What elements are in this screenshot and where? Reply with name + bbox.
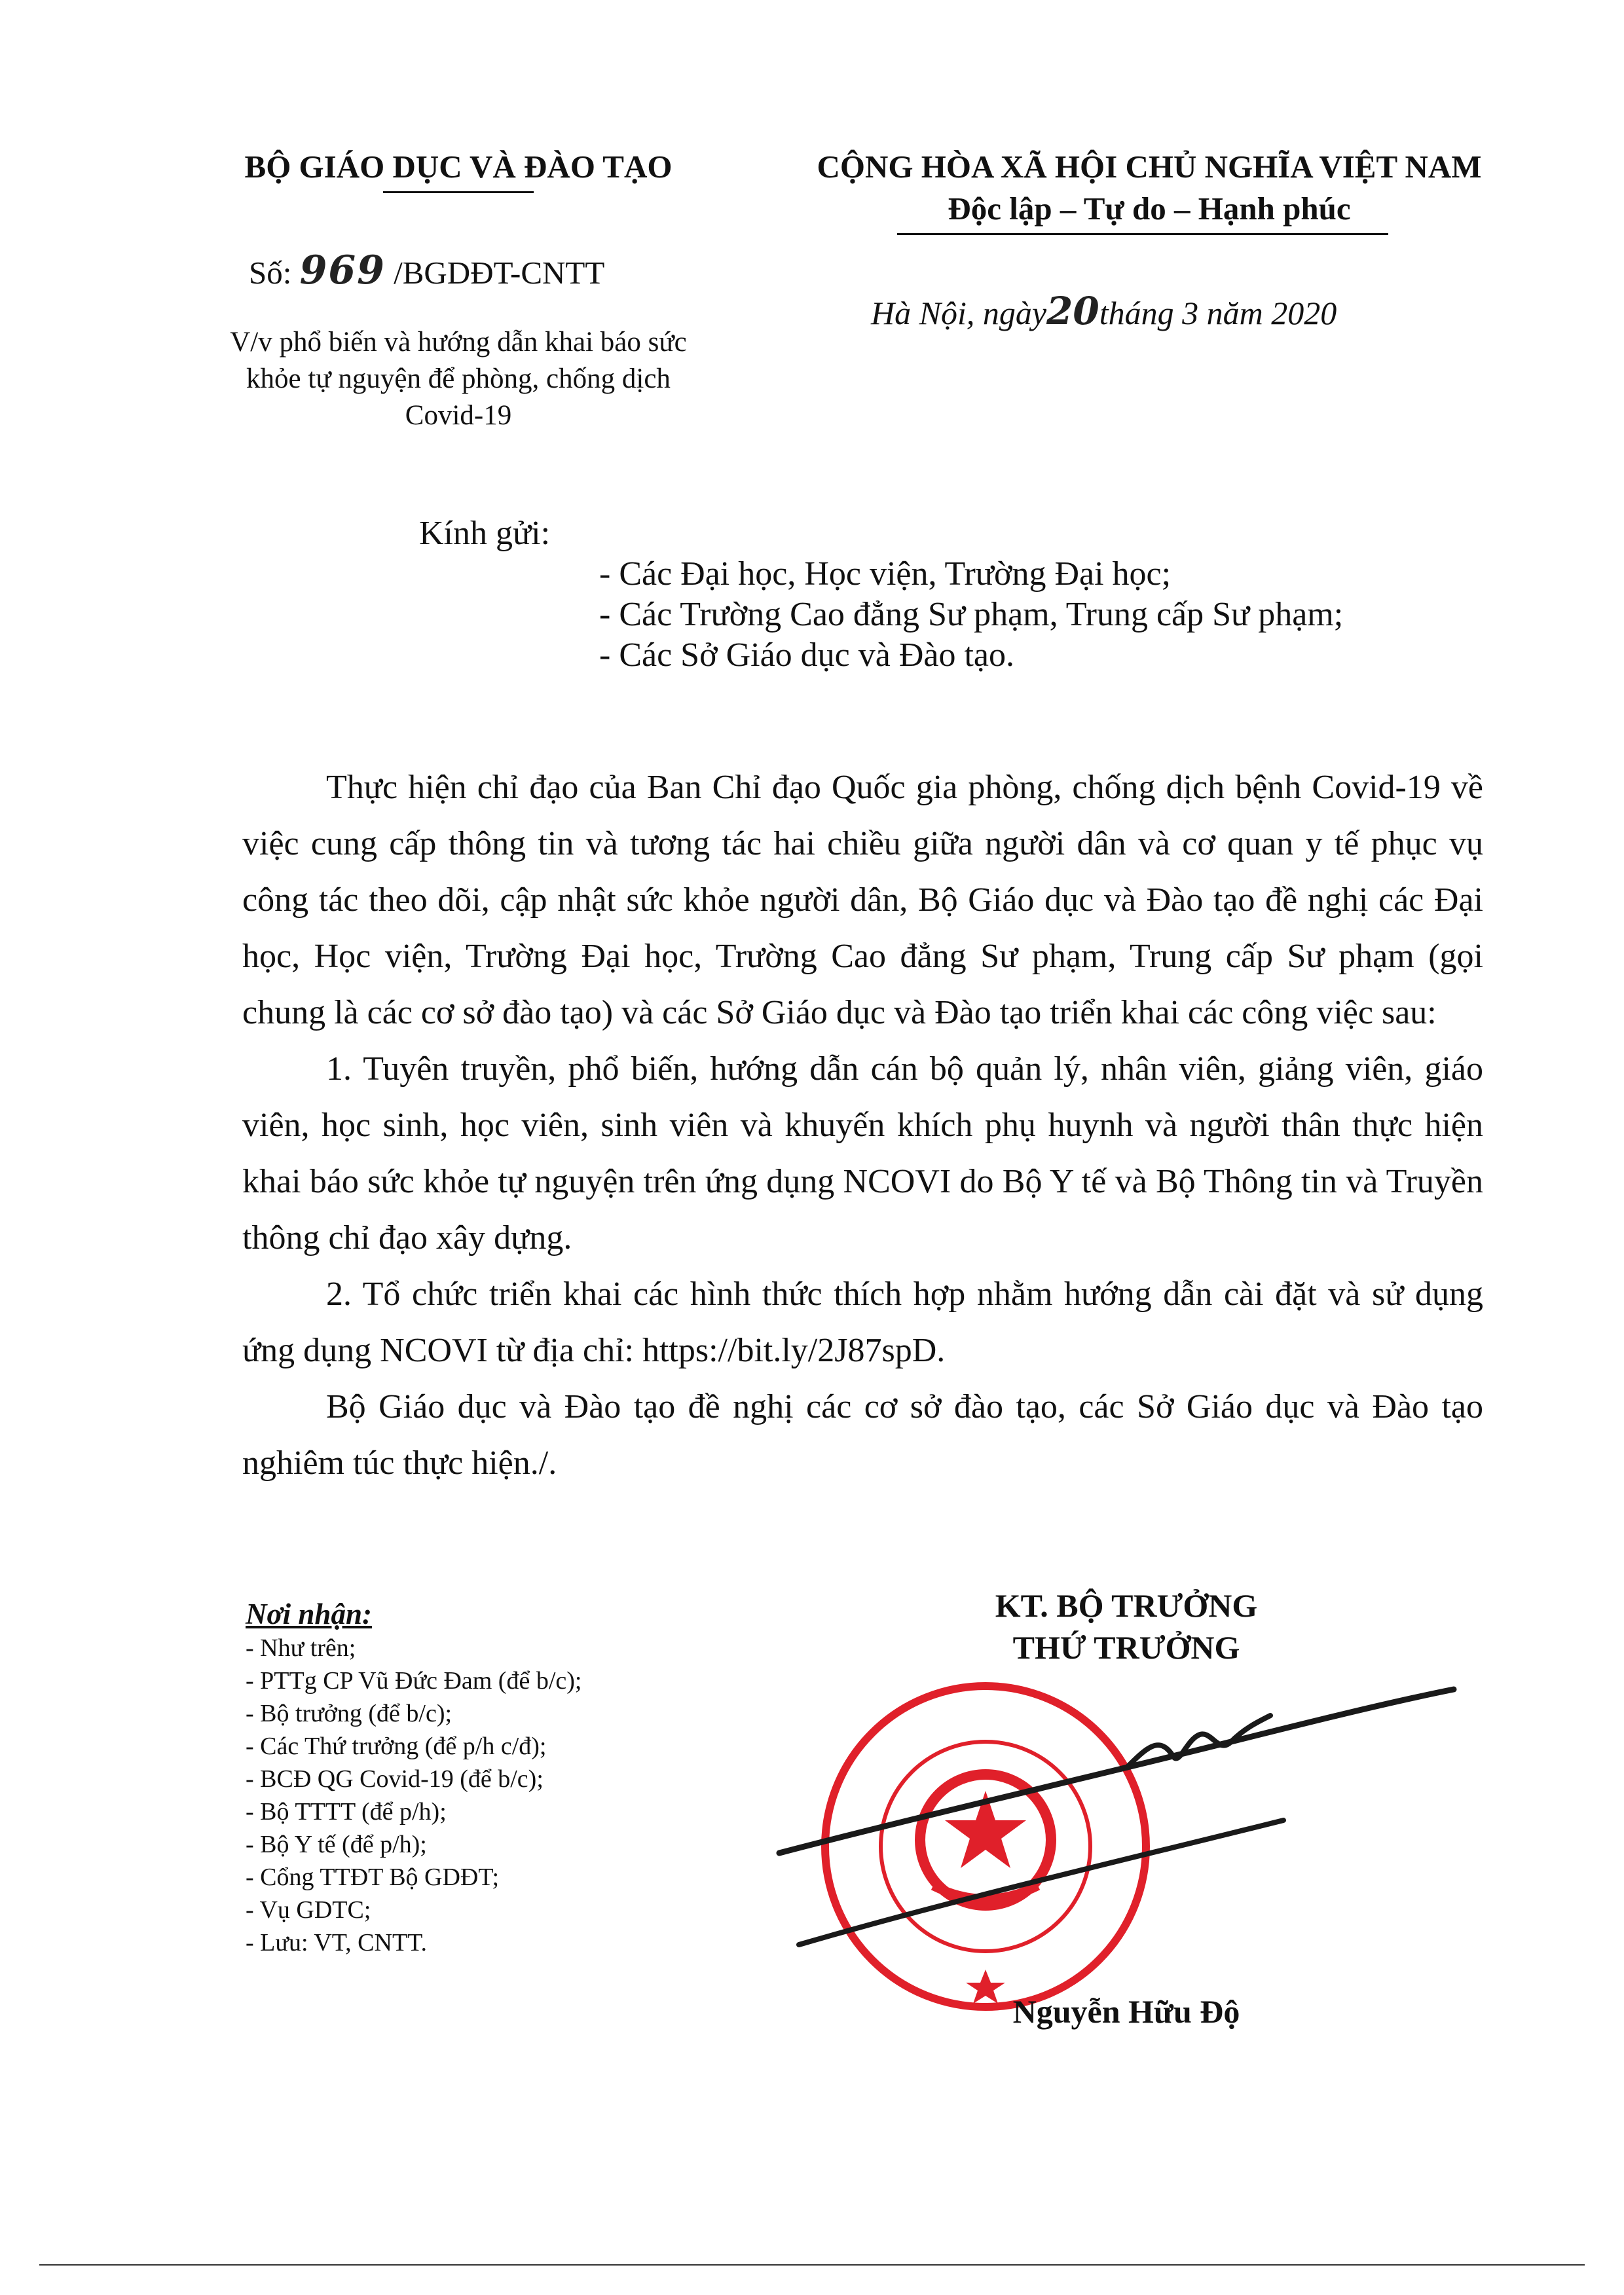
recipient-item: - Lưu: VT, CNTT. [246,1929,428,1956]
salutation-recipient: - Các Đại học, Học viện, Trường Đại học; [599,555,1172,593]
recipient-item: - BCĐ QG Covid-19 (để b/c); [246,1765,544,1793]
subject-line: khỏe tự nguyện để phòng, chống dịch [246,363,671,394]
republic-name: CỘNG HÒA XÃ HỘI CHỦ NGHĨA VIỆT NAM [817,149,1482,185]
document-number [249,248,604,296]
body-paragraph: Thực hiện chỉ đạo của Ban Chỉ đạo Quốc gia phòng, chống dịch bệnh Covid-19 về việc cung cấp thông tin và tương tác hai chiều giữa người dân và cơ quan y tế phục vụ công tác theo dõi, cập nhật sức khỏe người dân, Bộ Giáo dục và Đào tạo đề nghị các Đại học, Học viện, Trường Đại học, Trường Cao đẳng Sư phạm, Trung cấp Sư phạm (gọi chung là các cơ sở đào tạo) và các Sở Giáo dục và Đào tạo triển khai các công việc sau: [242,769,1483,1031]
subject-line: V/v phổ biến và hướng dẫn khai báo sức [230,327,687,358]
recipient-item: - Bộ trưởng (để b/c); [246,1700,452,1727]
date-rest: tháng 3 năm 2020 [1099,295,1337,331]
motto-underline [897,233,1388,235]
footer-rule [39,2264,1585,2266]
signature-line: KT. BỘ TRƯỞNG [995,1587,1258,1624]
recipients-block [246,1596,769,1959]
subject-line: Covid-19 [405,400,512,431]
body-content [242,760,1483,1492]
subject-block [196,324,720,434]
salutation-recipients [599,554,1343,676]
recipient-item: - PTTg CP Vũ Đức Đam (để b/c); [246,1667,582,1695]
recipient-item: - Vụ GDTC; [246,1896,371,1924]
signer-name: Nguyễn Hữu Độ [1012,1993,1240,2030]
ministry-underline [383,191,534,193]
recipient-item: - Bộ Y tế (để p/h); [246,1831,427,1858]
date-place: Hà Nội, ngày [871,295,1047,331]
recipient-item: - Các Thứ trưởng (để p/h c/đ); [246,1733,547,1760]
signature-line: THỨ TRƯỞNG [1012,1629,1240,1666]
body-paragraph: 2. Tổ chức triển khai các hình thức thích hợp nhằm hướng dẫn cài đặt và sử dụng ứng dụng NCOVI từ địa chỉ: https://bit.ly/2J87spD. [242,1276,1483,1369]
body-paragraph: Bộ Giáo dục và Đào tạo đề nghị các cơ sở đào tạo, các Sở Giáo dục và Đào tạo nghiêm túc thực hiện./. [242,1388,1483,1482]
handwritten-signature [760,1643,1480,1971]
body-paragraph: 1. Tuyên truyền, phổ biến, hướng dẫn cán bộ quản lý, nhân viên, giảng viên, giáo viên, học sinh, học viên, sinh viên và khuyến khích phụ huynh và người thân thực hiện khai báo sức khỏe tự nguyện trên ứng dụng NCOVI do Bộ Y tế và Bộ Thông tin và Truyền thông chỉ đạo xây dựng. [242,1050,1483,1257]
date-day-handwritten: 20 [1046,289,1099,333]
doc-number-handwritten: 969 [299,248,386,293]
document-date [871,288,1337,336]
salutation-recipient: - Các Trường Cao đẳng Sư phạm, Trung cấp Sư phạm; [599,596,1344,633]
doc-number-prefix: Số: [249,255,292,291]
ministry-name: BỘ GIÁO DỤC VÀ ĐÀO TẠO [244,149,673,185]
motto: Độc lập – Tự do – Hạnh phúc [948,191,1351,227]
doc-number-suffix: /BGDĐT-CNTT [394,255,605,291]
recipient-item: - Như trên; [246,1634,356,1662]
salutation-label: Kính gửi: [419,515,551,552]
recipient-item: - Cổng TTĐT Bộ GDĐT; [246,1864,500,1891]
salutation-recipient: - Các Sở Giáo dục và Đào tạo. [599,636,1014,674]
recipient-item: - Bộ TTTT (để p/h); [246,1798,447,1826]
recipients-title: Nơi nhận: [246,1598,372,1630]
